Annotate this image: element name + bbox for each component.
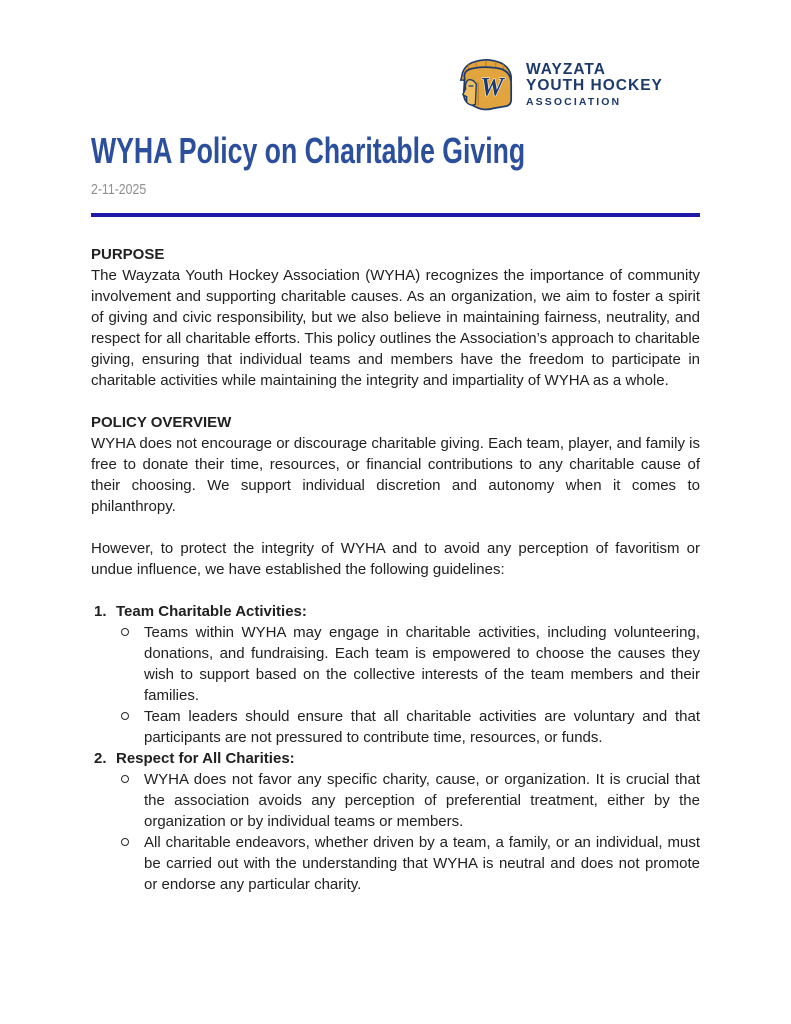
circle-bullet-icon: [121, 769, 144, 832]
page-title: WYHA Policy on Charitable Giving: [91, 130, 526, 171]
header-divider: [91, 213, 700, 217]
paragraph: However, to protect the integrity of WYHA and to avoid any perception of favoritism or undue influence, we have established the following guidelines:: [91, 540, 700, 578]
trojan-helmet-icon: [455, 56, 517, 114]
paragraph: The Wayzata Youth Hockey Association (WYHA) recognizes the importance of community involvement and supporting charitable causes. As an organization, we aim to foster a spirit of giving and civic responsibility, but we also believe in maintaining fairness, neutrality, and respect for all charitable efforts. This policy outlines the Association’s approach to charitable giving, ensuring that individual teams and members have the freedom to participate in charitable activities while maintaining the integrity and impartiality of WYHA as a whole.: [91, 267, 700, 389]
bullet-item: [91, 832, 700, 895]
paragraph: WYHA does not encourage or discourage charitable giving. Each team, player, and family is free to donate their time, resources, or financial contributions to any charitable cause of their choosing. We support individual discretion and autonomy when it comes to philanthropy.: [91, 435, 700, 515]
guideline-title: Team Charitable Activities:: [116, 603, 307, 620]
logo-org-name-line2: YOUTH HOCKEY: [526, 77, 663, 95]
wyha-logo: [455, 56, 663, 114]
logo-org-name-line1: WAYZATA: [526, 60, 606, 78]
document-header: [91, 56, 700, 217]
bullet-item: [91, 622, 700, 706]
logo-row: [91, 56, 700, 114]
section-heading: PURPOSE: [91, 246, 165, 263]
section-heading: POLICY OVERVIEW: [91, 414, 232, 431]
spacer: [91, 580, 700, 601]
bullet-text: All charitable endeavors, whether driven by a team, a family, or an individual, must be carried out with the understanding that WYHA is neutral and does not promote or endorse any particular charity.: [144, 834, 700, 893]
bullet-text: WYHA does not favor any specific charity, cause, or organization. It is crucial that the association avoids any perception of preferential treatment, either by the organization or by individual teams or members.: [144, 771, 700, 830]
bullet-text: Team leaders should ensure that all charitable activities are voluntary and that participants are not pressured to contribute time, resources, or funds.: [144, 708, 700, 746]
guideline-item-2: [91, 748, 700, 895]
circle-bullet-icon: [121, 706, 144, 748]
spacer: [91, 391, 700, 412]
document-date: 2-11-2025: [91, 181, 147, 198]
bullet-text: Teams within WYHA may engage in charitable activities, including volunteering, donations, and fundraising. Each team is empowered to choose the causes they wish to support based on the collective interests of the team members and their families.: [144, 624, 700, 704]
guideline-item-1: [91, 601, 700, 748]
helmet-monogram: W: [480, 72, 504, 102]
spacer: [91, 517, 700, 538]
guideline-number: 2.: [94, 750, 107, 767]
section-policy-overview: [91, 412, 700, 580]
document-body: [91, 244, 700, 895]
circle-bullet-icon: [121, 832, 144, 895]
circle-bullet-icon: [121, 622, 144, 706]
guideline-title: Respect for All Charities:: [116, 750, 295, 767]
bullet-item: [91, 706, 700, 748]
guideline-title-row: [91, 748, 700, 769]
section-purpose: [91, 244, 700, 391]
logo-wordmark: [526, 62, 663, 109]
bullet-item: [91, 769, 700, 832]
guideline-number: 1.: [94, 603, 107, 620]
logo-org-name-line3: ASSOCIATION: [526, 96, 622, 109]
guidelines-list: [91, 601, 700, 895]
guideline-title-row: [91, 601, 700, 622]
